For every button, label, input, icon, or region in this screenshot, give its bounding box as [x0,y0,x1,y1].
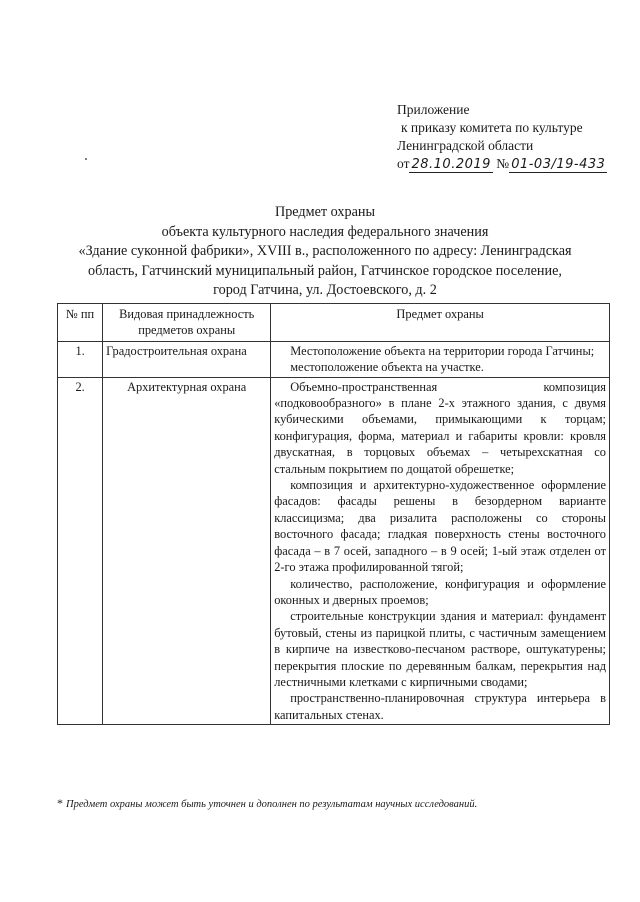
row-subject [271,377,610,725]
title-line-1: Предмет охраны [274,204,376,220]
subject-item: композиция и архитектурно-художественное оформление фасадов: фасады решены в безордерном варианте классицизма; два ризалита расположены со стороны восточного фасада; гладкая поверхность стены восточного фасада – в 7 осей, западного – в 9 осей; 1-ый этаж отделен от 2-го этажа профилированной тягой; [274,478,606,575]
title-line-5: город Гатчина, ул. Достоевского, д. 2 [213,282,437,298]
date-prefix: от [397,156,410,171]
table-row [58,377,610,725]
appendix-block [397,101,607,174]
subject-item: пространственно-планировочная структура интерьера в капитальных стенах. [274,691,606,722]
header-subject: Предмет охраны [271,304,610,342]
subject-item: Местоположение объекта на территории города Гатчины; [290,343,595,358]
title-line-2: объекта культурного наследия федерального значения [161,223,489,240]
table-header-row [58,304,610,342]
subject-item: местоположение объекта на участке. [290,360,484,375]
row-kind: Архитектурная охрана [103,377,271,725]
handwritten-date: 28.10.2019 [411,157,491,172]
subject-item: строительные конструкции здания и материал: фундамент бутовый, стены из парицкой плиты, с частичным замещением в кирпиче на известково-песчаном растворе, оштукатурены; перекрытия плоские по деревянным балкам, перекрытия над лестничными клетками с кирпичными сводами; [274,609,606,689]
header-num: № пп [58,304,103,342]
scan-speck [85,158,87,160]
appendix-title: Приложение [397,102,470,117]
row-kind: Градостроительная охрана [103,341,271,377]
table-row [58,341,610,377]
title-line-3: «Здание суконной фабрики», XVIII в., расположенного по адресу: Ленинградская [78,243,572,259]
appendix-region: Ленинградской области [397,138,534,153]
footnote-star: * [57,796,63,810]
title-line-4: область, Гатчинский муниципальный район, Гатчинское городское поселение, [88,262,562,279]
document-title [40,203,610,301]
row-num: 2. [58,377,103,725]
row-num: 1. [58,341,103,377]
footnote-text: Предмет охраны может быть уточнен и дополнен по результатам научных исследований. [66,799,478,810]
subject-item: Объемно-пространственная композиция «подковообразного» в плане 2-х этажного здания, с двумя кубическими объемами, примыкающими к торцам; конфигурация, форма, материал и габариты кровли: кровля двускатная, в торцовых объемах – четырехскатная со стальным покрытием по дощатой обрешетке; [274,379,606,476]
footnote [57,796,477,811]
number-prefix: № [496,156,510,171]
subject-item: количество, расположение, конфигурация и оформление оконных и дверных проемов; [274,576,606,607]
protection-table [57,303,610,725]
header-kind: Видовая принадлежность предметов охраны [103,304,271,342]
appendix-date-number [397,155,607,174]
row-subject [271,341,610,377]
appendix-order-ref: к приказу комитета по культуре [401,120,583,135]
handwritten-number: 01-03/19-433 [511,157,606,172]
